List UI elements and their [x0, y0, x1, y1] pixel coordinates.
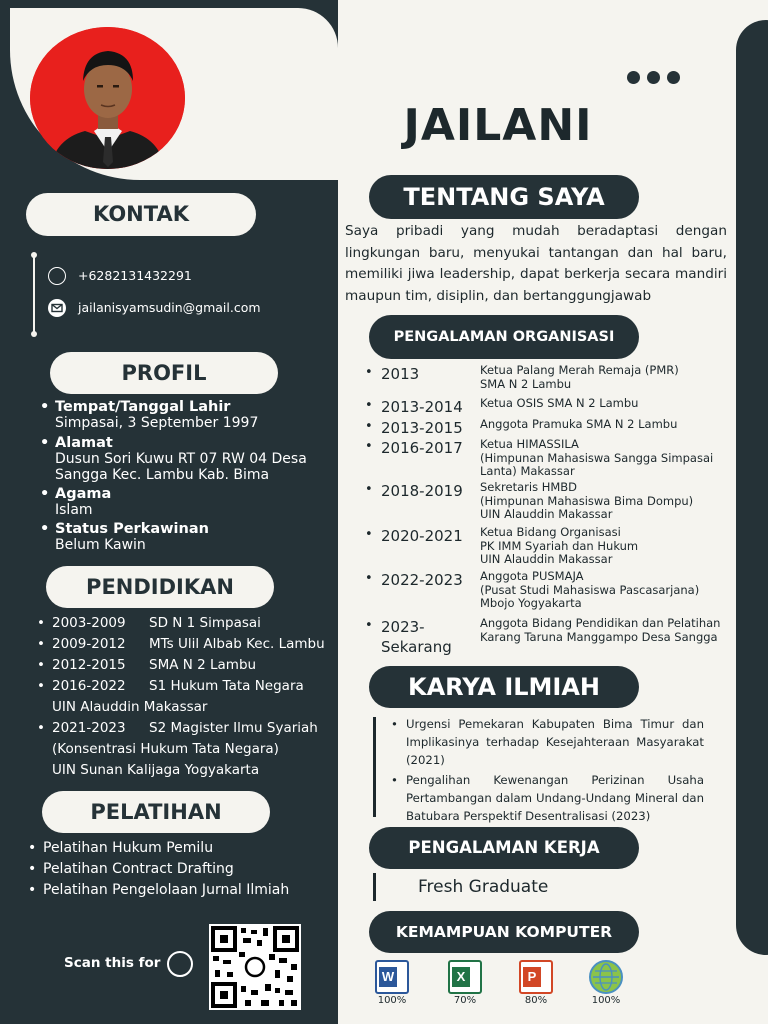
qr-code[interactable] — [209, 924, 301, 1010]
profile-label: • Alamat — [55, 435, 330, 451]
profile-value: Islam — [55, 502, 93, 518]
organization-desc-line: Anggota Pramuka SMA N 2 Lambu — [480, 417, 678, 431]
right-decor-bar — [736, 20, 768, 955]
organization-desc-line: Karang Taruna Manggampo Desa Sangga — [480, 629, 718, 644]
section-kerja: PENGALAMAN KERJA — [369, 827, 639, 869]
bullet: • — [365, 419, 373, 434]
organization-desc-line: Sekretaris HMBD — [480, 480, 578, 494]
excel-letter: X — [452, 967, 470, 987]
edu-years: 2016-2022 — [52, 678, 126, 694]
education-list — [52, 613, 337, 781]
bullet: • — [365, 571, 373, 586]
skill-percent: 100% — [591, 995, 621, 1006]
bullet: • — [365, 439, 373, 454]
whatsapp-icon — [48, 267, 66, 285]
mail-icon — [48, 299, 66, 317]
bullet: • — [365, 527, 373, 542]
organization-desc-line: SMA N 2 Lambu — [480, 376, 572, 391]
section-organisasi: PENGALAMAN ORGANISASI — [369, 315, 639, 359]
edu-extra: (Konsentrasi Hukum Tata Negara) — [52, 741, 279, 757]
edu-school: SD N 1 Simpasai — [149, 615, 261, 631]
organization-year: 2013-2015 — [381, 419, 463, 437]
profile-value: Simpasai, 3 September 1997 — [55, 415, 259, 431]
organization-desc — [480, 617, 720, 644]
whatsapp-icon — [167, 951, 193, 977]
edu-years: 2021-2023 — [52, 720, 126, 736]
organization-desc-line: Lanta) Makassar — [480, 464, 575, 478]
profile-value: Dusun Sori Kuwu RT 07 RW 04 Desa Sangga Kec. Lambu Kab. Bima — [55, 451, 307, 483]
internet-icon — [589, 960, 623, 994]
section-pelatihan: PELATIHAN — [42, 791, 270, 833]
organization-desc — [480, 570, 699, 611]
organization-desc — [480, 526, 638, 567]
skill-percent: 70% — [453, 995, 477, 1006]
organization-desc — [480, 438, 713, 479]
edu-school: MTs Ulil Albab Kec. Lambu — [149, 636, 325, 652]
organization-desc-line: Ketua HIMASSILA — [480, 437, 579, 451]
organization-desc — [480, 418, 677, 432]
profile-list — [55, 399, 330, 553]
organization-year: 2018-2019 — [381, 482, 463, 500]
edu-years: 2003-2009 — [52, 615, 126, 631]
bullet: • — [365, 365, 373, 380]
organization-year: 2013 — [381, 365, 420, 383]
more-dots-icon — [627, 71, 680, 84]
profile-photo — [30, 27, 185, 169]
profile-label: • Agama — [55, 486, 330, 502]
email-address[interactable]: jailanisyamsudin@gmail.com — [78, 300, 261, 315]
organization-desc-line: Anggota Bidang Pendidikan dan Pelatihan — [480, 616, 721, 630]
edu-years: 2012-2015 — [52, 657, 126, 673]
organization-desc-line: Ketua OSIS SMA N 2 Lambu — [480, 396, 639, 410]
organization-desc-line: (Himpunan Mahasiswa Bima Dompu) — [480, 493, 694, 508]
training-item: • Pelatihan Contract Drafting — [43, 859, 333, 880]
section-kontak: KONTAK — [26, 193, 256, 236]
training-list — [43, 838, 333, 901]
powerpoint-icon — [519, 960, 553, 994]
organization-year: 2023- — [381, 618, 425, 636]
training-item: • Pelatihan Hukum Pemilu — [43, 838, 333, 859]
word-letter: W — [379, 967, 397, 987]
organization-year: 2022-2023 — [381, 571, 463, 589]
phone-number[interactable]: +6282131432291 — [78, 268, 192, 283]
scan-label: Scan this for — [64, 955, 161, 971]
organization-year: 2016-2017 — [381, 439, 463, 457]
organization-desc-line: Mbojo Yogyakarta — [480, 596, 582, 610]
organization-year: 2020-2021 — [381, 527, 463, 545]
section-tentang: TENTANG SAYA — [369, 175, 639, 219]
profile-label: • Tempat/Tanggal Lahir — [55, 399, 330, 415]
paper-item: • Pengalihan Kewenangan Perizinan Usaha Pertambangan dalam Undang-Undang Mineral dan Batubara Perspektif Desentralisasi (2023) — [406, 771, 704, 825]
skill-percent: 80% — [524, 995, 548, 1006]
edu-extra: UIN Sunan Kalijaga Yogyakarta — [52, 762, 260, 778]
bullet: • — [365, 398, 373, 413]
section-profil: PROFIL — [50, 352, 278, 394]
section-komputer: KEMAMPUAN KOMPUTER — [369, 911, 639, 953]
organization-desc-line: UIN Alauddin Makassar — [480, 552, 613, 566]
section-pendidikan: PENDIDIKAN — [46, 566, 274, 608]
edu-school: S2 Magister Ilmu Syariah — [149, 720, 318, 736]
organization-desc — [480, 481, 693, 522]
organization-desc — [480, 397, 638, 411]
edu-extra: UIN Alauddin Makassar — [52, 699, 208, 715]
word-icon — [375, 960, 409, 994]
skill-percent: 100% — [377, 995, 407, 1006]
edu-school: SMA N 2 Lambu — [149, 657, 257, 673]
organization-desc — [480, 364, 679, 391]
training-item: • Pelatihan Pengelolaan Jurnal Ilmiah — [43, 880, 333, 901]
profile-value: Belum Kawin — [55, 537, 146, 553]
bullet: • — [365, 482, 373, 497]
paper-list — [406, 715, 704, 825]
excel-icon — [448, 960, 482, 994]
bullet: • — [365, 618, 373, 633]
section-karya: KARYA ILMIAH — [369, 666, 639, 708]
candidate-name: JAILANI — [403, 100, 593, 151]
about-text: Saya pribadi yang mudah beradaptasi dengan lingkungan baru, menyukai tantangan dan hal baru, memiliki jiwa leadership, dapat berkerja secara mandiri maupun tim, disiplin, dan bertanggungjawab — [345, 223, 727, 304]
organization-desc-line: (Pusat Studi Mahasiswa Pascasarjana) — [480, 582, 700, 597]
powerpoint-letter: P — [523, 967, 541, 987]
organization-year: 2013-2014 — [381, 398, 463, 416]
organization-desc-line: UIN Alauddin Makassar — [480, 507, 613, 521]
work-status: Fresh Graduate — [418, 877, 549, 897]
organization-desc-line: PK IMM Syariah dan Hukum — [480, 538, 639, 553]
organization-desc-line: Anggota PUSMAJA — [480, 569, 584, 583]
profile-label: • Status Perkawinan — [55, 521, 330, 537]
organization-desc-line: Ketua Bidang Organisasi — [480, 525, 621, 539]
edu-school: S1 Hukum Tata Negara — [149, 678, 304, 694]
organization-desc-line: (Himpunan Mahasiswa Sangga Simpasai — [480, 450, 714, 465]
organization-desc-line: Ketua Palang Merah Remaja (PMR) — [480, 363, 679, 377]
paper-item: • Urgensi Pemekaran Kabupaten Bima Timur dan Implikasinya terhadap Kesejahteraan Masyarakat (2021) — [406, 715, 704, 769]
edu-years: 2009-2012 — [52, 636, 126, 652]
organization-year: Sekarang — [381, 638, 452, 656]
